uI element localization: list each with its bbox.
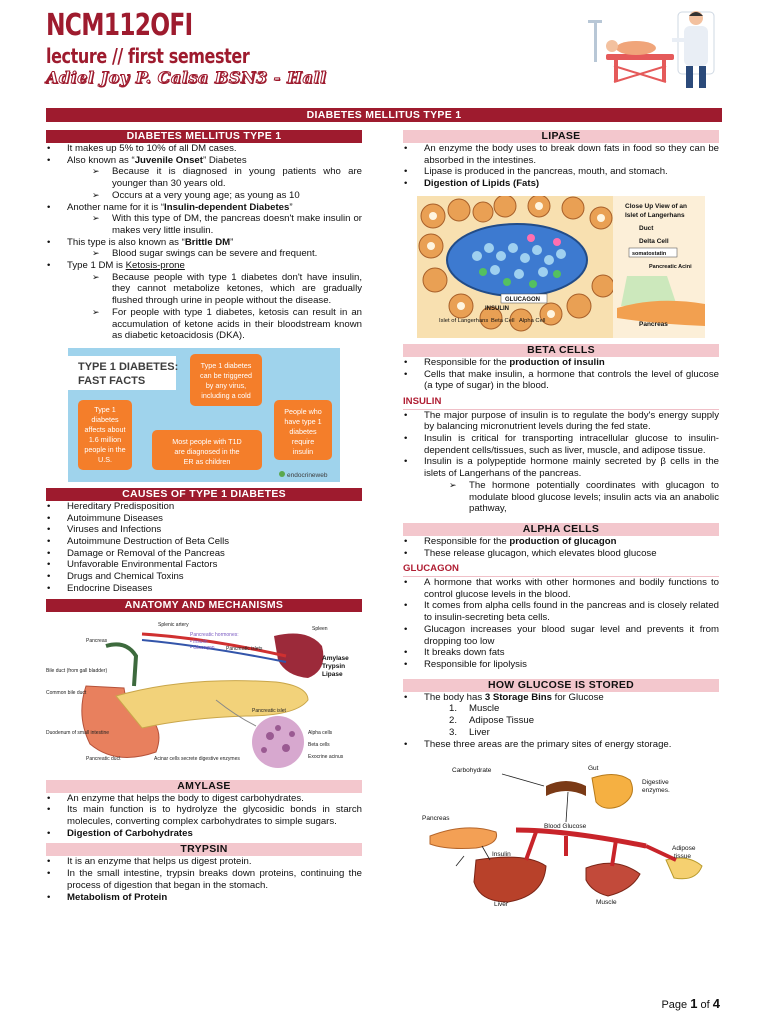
islet-beta-label: Beta Cell (491, 317, 515, 324)
list-item: • Glucagon increases your blood sugar level and prevents it from dropping too low (403, 624, 719, 647)
label-lipase: Lipase (322, 670, 343, 678)
glucagon-list (403, 577, 719, 671)
fig-blood-glucose: Blood Glucose (544, 823, 587, 831)
list-item: ➢ Because it is diagnosed in young patients who are younger than 30 years old. (46, 166, 362, 189)
list-item: • Responsible for the production of glucagon (403, 536, 719, 548)
label-splenic: Splenic artery (158, 621, 189, 628)
list-item: 3. Liver (403, 727, 719, 739)
list-item: • These three areas are the primary sites of energy storage. (403, 739, 719, 751)
course-title: NCM112OFI (46, 8, 193, 43)
list-item: • Insulin is a polypeptide hormone mainly secreted by β cells in the islets of Langerhans of the pancreas. (403, 456, 719, 479)
islet-alpha-label: Alpha Cell (519, 317, 546, 324)
list-item: • The body has 3 Storage Bins for Glucose (403, 692, 719, 704)
islet-pancreas: Pancreas (639, 320, 668, 328)
list-item: • Its main function is to hydrolyze the glycosidic bonds in starch molecules, converting complex carbohydrates to simple sugars. (46, 804, 362, 827)
fig-adipose-2: tissue (674, 853, 691, 861)
causes-list (46, 501, 362, 595)
fact-bubble-4: People who have type 1 diabetes require insulin (284, 406, 322, 456)
fig-digestive-1: Digestive (642, 779, 669, 787)
list-item: • This type is also known as “Brittle DM” (46, 237, 362, 249)
glucagon-header: GLUCAGON (403, 563, 719, 577)
list-item: • It breaks down fats (403, 647, 719, 659)
glucose-storage-figure (416, 756, 706, 908)
islet-caption-2: Islet of Langerhans (625, 211, 685, 219)
dm1-header: DIABETES MELLITUS TYPE 1 (46, 130, 362, 143)
list-item: ➢ Blood sugar swings can be severe and frequent. (46, 248, 362, 260)
label-common-bile: Common bile duct (46, 689, 87, 696)
islet-of-langerhans-figure (417, 196, 705, 338)
islet-acini: Pancreatic Acini (649, 263, 692, 270)
label-bile-duct: Bile duct (from gall bladder) (46, 667, 108, 674)
fact-bubble-3: Most people with T1D are diagnosed in the ER as children (172, 436, 242, 466)
brand-label: endocrineweb (287, 471, 328, 479)
current-page: 1 (690, 996, 698, 1011)
label-pancreatic-islet: Pancreatic islet (252, 707, 286, 714)
list-item: • Insulin is critical for transporting intracellular glucose to insulin-dependent cells/tissues, such as liver, muscle, and adipose tissue. (403, 433, 719, 456)
amylase-header: AMYLASE (46, 780, 362, 793)
list-item: • Cells that make insulin, a hormone that controls the level of glucose (a type of sugar) in the blood. (403, 369, 719, 392)
islet-insulin: INSULIN (485, 305, 509, 312)
list-item: • Lipase is produced in the pancreas, mouth, and stomach. (403, 166, 719, 178)
label-pancreas: Pancreas (86, 637, 108, 644)
label-exocrine: Exocrine acinus (308, 753, 344, 760)
islet-somatostatin: somatostatin (632, 250, 667, 257)
islet-duct: Duct (639, 224, 654, 232)
label-islets: Pancreatic islets (226, 645, 263, 652)
fig-liver: Liver (494, 901, 509, 909)
list-item: • Endocrine Diseases (46, 583, 362, 595)
list-item: • A hormone that works with other hormones and bodily functions to control glucose levels in the blood. (403, 577, 719, 600)
list-item: • Damage or Removal of the Pancreas (46, 548, 362, 560)
islet-islet-label: Islet of Langerhans (439, 317, 489, 324)
trypsin-header: TRYPSIN (46, 843, 362, 856)
label-alpha: Alpha cells (308, 729, 333, 736)
list-item: • Digestion of Carbohydrates (46, 828, 362, 840)
label-pancreatic-duct: Pancreatic duct (86, 755, 121, 762)
label-beta: Beta cells (308, 741, 330, 748)
list-item: • Viruses and Infections (46, 524, 362, 536)
list-item: • Drugs and Chemical Toxins (46, 571, 362, 583)
list-item: 1. Muscle (403, 703, 719, 715)
pancreas-anatomy-figure (46, 616, 362, 776)
list-item: • It makes up 5% to 10% of all DM cases. (46, 143, 362, 155)
label-hormones: Pancreatic hormones: (190, 631, 239, 638)
trypsin-list (46, 856, 362, 903)
alpha-header: ALPHA CELLS (403, 523, 719, 536)
dm1-list (46, 143, 362, 166)
fig-insulin: Insulin (492, 851, 511, 859)
list-item: • The major purpose of insulin is to regulate the body's energy supply by balancing micronutrient levels during the fed state. (403, 410, 719, 433)
list-item: • Responsible for lipolysis (403, 659, 719, 671)
lipase-header: LIPASE (403, 130, 719, 143)
list-item: • Another name for it is “Insulin-dependent Diabetes” (46, 202, 362, 214)
insulin-list (403, 410, 719, 480)
list-item: • These release glucagon, which elevates blood glucose (403, 548, 719, 560)
fig-muscle: Muscle (596, 899, 617, 907)
label-acinar: Acinar cells secrete digestive enzymes (154, 755, 240, 762)
beta-header: BETA CELLS (403, 344, 719, 357)
label-duodenum: Duodenum of small intestine (46, 729, 110, 736)
fig-pancreas: Pancreas (422, 815, 450, 823)
list-item: • It comes from alpha cells found in the pancreas and is closely related to insulin-secreting beta cells. (403, 600, 719, 623)
alpha-list (403, 536, 719, 559)
list-item: 2. Adipose Tissue (403, 715, 719, 727)
fig-carbohydrate: Carbohydrate (452, 767, 492, 775)
list-item: • Type 1 DM is Ketosis-prone (46, 260, 362, 272)
fact-bubble-1: Type 1 diabetes affects about 1.6 million people in the U.S. (84, 404, 126, 464)
fig-gut: Gut (588, 765, 599, 773)
list-item: ➢ The hormone potentially coordinates with glucagon to modulate blood glucose levels; insulin acts via an anabolic pathway, (403, 480, 719, 515)
list-item: ➢ Because people with type 1 diabetes don't have insulin, they cannot metabolize ketones, which are gradually flushed through urine in people without the disease. (46, 272, 362, 307)
course-subtitle: lecture // first semester (46, 44, 250, 68)
list-item: • Responsible for the production of insulin (403, 357, 719, 369)
fast-facts-graphic (68, 348, 340, 482)
glucose-list (403, 692, 719, 704)
label-insulin: • Insulin (190, 638, 208, 645)
islet-caption-1: Close Up View of an (625, 202, 688, 210)
fig-adipose-1: Adipose (672, 845, 696, 853)
list-item: • An enzyme that helps the body to digest carbohydrates. (46, 793, 362, 805)
label-trypsin: Trypsin (322, 662, 346, 670)
list-item: • An enzyme the body uses to break down fats in food so they can be absorbed in the intestines. (403, 143, 719, 166)
label-glucagon: • Glucagon (190, 644, 215, 651)
list-item: ➢ With this type of DM, the pancreas doesn't make insulin or makes very little insulin. (46, 213, 362, 236)
insulin-header: INSULIN (403, 396, 719, 410)
list-item: • In the small intestine, trypsin breaks down proteins, continuing the process of digestion that began in the stomach. (46, 868, 362, 891)
list-item: • Hereditary Predisposition (46, 501, 362, 513)
total-pages: 4 (712, 996, 720, 1011)
islet-delta: Delta Cell (639, 237, 669, 245)
label-amylase: Amylase (322, 654, 349, 662)
amylase-list (46, 793, 362, 840)
fig-digestive-2: enzymes. (642, 787, 670, 795)
list-item: • Also known as “Juvenile Onset” Diabetes (46, 155, 362, 167)
list-item: • Autoimmune Diseases (46, 513, 362, 525)
list-item: • It is an enzyme that helps us digest protein. (46, 856, 362, 868)
left-column (46, 130, 362, 903)
main-title-banner: DIABETES MELLITUS TYPE 1 (46, 108, 722, 122)
facts-title-2: FAST FACTS (78, 374, 146, 387)
islet-glucagon: GLUCAGON (505, 296, 540, 303)
lipase-list (403, 143, 719, 190)
facts-title-1: TYPE 1 DIABETES: (78, 360, 179, 373)
right-column (403, 130, 719, 914)
anatomy-header: ANATOMY AND MECHANISMS (46, 599, 362, 612)
page-footer: Page 1 of 4 (661, 996, 720, 1011)
list-item: • Metabolism of Protein (46, 892, 362, 904)
doctor-patient-illustration (586, 8, 736, 94)
list-item: • Unfavorable Environmental Factors (46, 559, 362, 571)
storage-list (403, 703, 719, 738)
list-item: ➢ Occurs at a very young age; as young as 10 (46, 190, 362, 202)
glucose-header: HOW GLUCOSE IS STORED (403, 679, 719, 692)
list-item: • Autoimmune Destruction of Beta Cells (46, 536, 362, 548)
causes-header: CAUSES OF TYPE 1 DIABETES (46, 488, 362, 501)
list-item: • Digestion of Lipids (Fats) (403, 178, 719, 190)
list-item: ➢ For people with type 1 diabetes, ketosis can result in an accumulation of ketone acids in their bloodstream known as diabetic ketoacidosis (DKA). (46, 307, 362, 342)
fact-bubble-2: Type 1 diabetes can be triggered by any virus, including a cold (200, 360, 252, 400)
label-spleen: Spleen (312, 625, 328, 632)
beta-list (403, 357, 719, 392)
author-name: Adiel Joy P. Calsa BSN3 - Hall (46, 68, 327, 87)
